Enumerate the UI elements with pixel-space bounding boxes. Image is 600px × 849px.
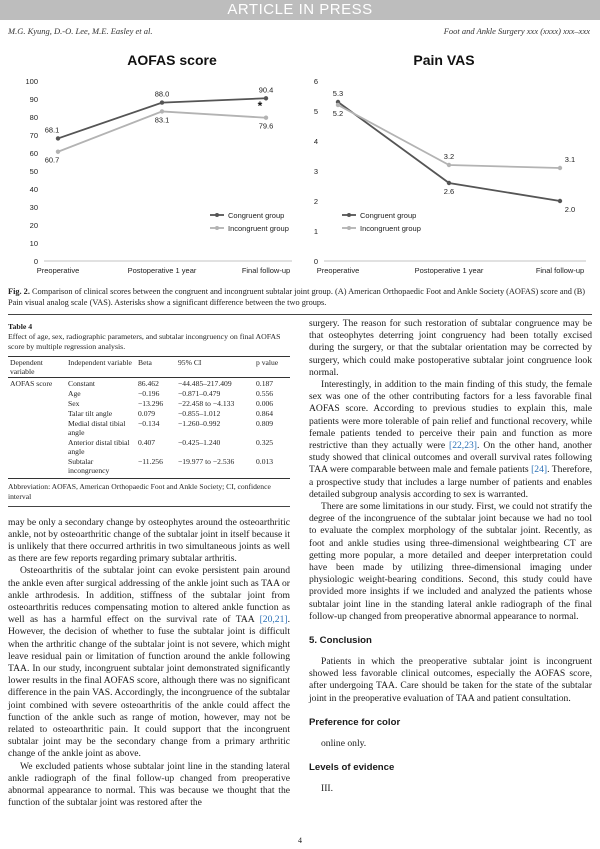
y-tick-label: 10 [29, 239, 38, 248]
paragraph: There are some limitations in our study. First, we could not stratify the degree of the incongruence of the subtalar joint because we had no tool to evaluate the complex morphology of the subtalar joint. Recently, as foot and ankle studies using three-dimensional weightbearing CT are getting more popular, a more detailed and deeper interpretation could have been made by utilizing three-dimensional imaging under physiologic weight-bearing conditions. Second, this study could have provided more insights if we included and analyzed the patients whose subtalar joint line in the standing lateral ankle radiograph of the final follow-up changed from preoperative abnormal appearance to normal. [309, 501, 592, 622]
table-cell [8, 456, 66, 478]
color-preference-text [309, 738, 592, 750]
regression-table [8, 356, 290, 479]
table-cell: −19.977 to −2.536 [176, 456, 254, 478]
table-cell: 0.079 [138, 408, 156, 418]
legend-marker [215, 226, 219, 230]
data-point [56, 150, 60, 154]
table-header-cell: Dependent variable [8, 357, 66, 378]
data-point [558, 166, 562, 170]
table-cell: 0.864 [256, 408, 274, 418]
table-cell: −0.134 [138, 418, 160, 428]
table-cell: 0.013 [254, 456, 290, 478]
significance-asterisk: * [257, 99, 263, 113]
data-label: 5.2 [332, 109, 344, 118]
paragraph-text: Interestingly, in addition to the main finding of this study, the female sex was one of the other contributing factors for a less favorable final AOFAS score. According to previous studies to explain this, male patients were more tolerable of pain relief and functional recovery, while female patients tended to perceive their pain and function as more restrictive than they actually were [309, 379, 592, 452]
y-tick-label: 20 [29, 221, 38, 230]
y-tick-label: 6 [313, 77, 318, 86]
table-row [8, 378, 290, 389]
x-tick-label: Preoperative [36, 266, 80, 275]
data-point [56, 136, 60, 140]
y-tick-label: 60 [29, 149, 38, 158]
pain-vas-chart [300, 45, 600, 280]
y-tick-label: 4 [313, 137, 318, 146]
table-cell [8, 408, 66, 418]
table-row [8, 398, 290, 408]
right-body-text [309, 318, 592, 623]
evidence-level-heading: Levels of evidence [309, 762, 395, 774]
paragraph-text: . However, the decision of whether to fuse the subtalar joint is difficult when the arthritic change of the subtalar joint is not severe, which might leave residual pain or limitation of function around the ankle following TAA. In our study, incongruent subtalar joint demonstrated significantly lower results in the final AOFAS score, although there was no significant difference in the pain VAS. Accordingly, the incongruence of the subtalar joint combined with severe osteoarthritis of the ankle could affect the function of the ankle such as range of motion, however, may not be related to osteoarthritic pain. It could support that the incongruent subtalar joint may be the secondary change from a primary arthritic change of the ankle joint as above. [8, 614, 290, 760]
paragraph: may be only a secondary change by osteophytes around the osteoarthritic ankle, not by osteoarthritic change of the subtalar joint in itself because it is unlikely that there occurred arthritis in two simultaneous joints as well as there are few reports regarding primary subtalar arthritis. [8, 516, 290, 565]
data-label: 5.3 [332, 89, 344, 98]
y-tick-label: 1 [313, 227, 318, 236]
right-column [309, 318, 592, 795]
data-label: 3.2 [443, 152, 455, 161]
table-cell: Sex [68, 398, 80, 408]
aofas-score-chart [0, 45, 300, 280]
table-cell [8, 418, 66, 437]
table-cell: Age [68, 388, 81, 398]
table-cell: 0.407 [138, 437, 156, 447]
data-label: 68.1 [44, 125, 60, 135]
data-label: 2.6 [443, 187, 455, 196]
y-tick-label: 30 [29, 203, 38, 212]
citation-link[interactable]: [24] [531, 464, 548, 476]
table-header-cell: Independent variable [66, 357, 136, 378]
table-cell: −1.260–0.992 [178, 418, 221, 428]
table-title [8, 322, 290, 352]
conclusion-text [309, 656, 592, 705]
paragraph-text: Osteoarthritis of the subtalar joint can evoke persistent pain around the ankle even after surgical addressing of the ankle joint such as TAA or ankle arthrodesis. In addition, stiffness of the subtalar joint from osteoarthritis reduces compensating motion to altered ankle function as well as has a harmful effect on the survival rate of TAA [8, 565, 290, 626]
running-header-journal: Foot and Ankle Surgery xxx (xxxx) xxx–xxx [443, 26, 590, 36]
table-cell: −0.196 [138, 388, 160, 398]
paragraph-text: . Therefore, a prospective study that includes a large number of patients and enables detailed subgroup analysis according to sex is warranted. [309, 464, 592, 500]
legend-label: Congruent group [228, 211, 285, 220]
x-tick-label: Postoperative 1 year [414, 266, 484, 275]
article-in-press-banner: ARTICLE IN PRESS [0, 0, 600, 20]
table-cell: 86.462 [138, 378, 159, 388]
conclusion-heading: 5. Conclusion [309, 635, 372, 647]
section-divider [8, 314, 592, 315]
data-point [558, 199, 562, 203]
table-cell: 0.006 [256, 398, 274, 408]
y-tick-label: 2 [313, 197, 318, 206]
citation-link[interactable]: [22,23] [449, 440, 477, 452]
table-cell: −13.296 [138, 398, 164, 408]
table-row [8, 456, 290, 478]
paragraph-text: . On the other hand, another study showed that clinical outcomes and overall survival rates following TAA were comparable between male and female patients [309, 440, 592, 476]
table-row [8, 388, 290, 398]
table-row [8, 437, 290, 456]
data-point [447, 163, 451, 167]
chart-title: Pain VAS [413, 52, 475, 68]
data-point [447, 181, 451, 185]
y-tick-label: 70 [29, 131, 38, 140]
table-cell: −44.485–217.409 [178, 378, 232, 388]
paragraph: surgery. The reason for such restoration of subtalar congruence may be that osteophytes deterring joint congruency had been totally excised during the surgery, or that the subtalar orientation may be corrected by surgery, which could make postoperative subtalar joint congruence look normal. [309, 318, 592, 378]
table-cell: AOFAS score [10, 378, 53, 388]
x-tick-label: Final follow-up [535, 266, 585, 275]
table-cell: Constant [68, 378, 96, 388]
table-cell: 0.187 [256, 378, 274, 388]
data-label: 3.1 [564, 155, 576, 164]
paragraph: Patients in which the preoperative subtalar joint is incongruent showed less favorable clinical outcomes, especially the AOFAS score, after undergoing TAA. Care should be taken for the state of the subtalar joint in the preoperative evaluation of TAA and patient consultation. [309, 656, 592, 704]
table-cell: 0.325 [256, 437, 274, 447]
table-footnote: Abbreviation: AOFAS, American Orthopaedic Foot and Ankle Society; CI, confidence interval [8, 481, 271, 501]
legend-label: Congruent group [360, 211, 417, 220]
table-cell: −11.256 [136, 456, 176, 478]
table-end-rule [8, 506, 290, 507]
legend-label: Incongruent group [228, 224, 289, 233]
running-header-authors: M.G. Kyung, D.-O. Lee, M.E. Easley et al. [8, 26, 153, 36]
y-tick-label: 0 [313, 257, 318, 266]
x-tick-label: Final follow-up [241, 266, 291, 275]
x-tick-label: Postoperative 1 year [127, 266, 197, 275]
data-label: 88.0 [154, 89, 170, 99]
page-number: 4 [298, 836, 302, 845]
paragraph: online only. [321, 737, 367, 749]
paragraph: III. [321, 783, 333, 795]
y-tick-label: 50 [29, 167, 38, 176]
data-label: 2.0 [564, 205, 576, 214]
legend-marker [347, 226, 351, 230]
legend-marker [347, 213, 351, 217]
table-row [8, 408, 290, 418]
paragraph [309, 379, 592, 501]
data-label: 79.6 [258, 121, 274, 131]
paragraph [8, 565, 290, 760]
data-point [160, 100, 164, 104]
figure-caption [8, 286, 592, 308]
data-point [160, 109, 164, 113]
table-header-cell: Beta [136, 357, 176, 378]
table-cell: Medial distal tibial angle [68, 418, 126, 437]
data-point [336, 103, 340, 107]
table-header-row [8, 357, 290, 378]
y-tick-label: 0 [33, 257, 38, 266]
table-cell: 0.556 [256, 388, 274, 398]
data-point [264, 96, 268, 100]
table-caption: Effect of age, sex, radiographic parameters, and subtalar incongruency on final AOFAS score by multiple regression analysis. [8, 332, 281, 351]
y-tick-label: 80 [29, 113, 38, 122]
figure-label: Fig. 2. [8, 287, 30, 296]
chart-title: AOFAS score [127, 52, 217, 68]
y-tick-label: 5 [313, 107, 318, 116]
y-tick-label: 100 [25, 77, 38, 86]
table-cell: −0.871–0.479 [178, 388, 221, 398]
figure-2 [0, 45, 600, 280]
table-row [8, 418, 290, 437]
data-label: 90.4 [258, 85, 274, 95]
table-cell [8, 398, 66, 408]
table-cell [8, 388, 66, 398]
left-column [8, 322, 290, 809]
table-cell: −0.855–1.012 [178, 408, 221, 418]
color-preference-heading: Preference for color [309, 716, 401, 728]
table-header-cell: 95% CI [176, 357, 254, 378]
y-tick-label: 40 [29, 185, 38, 194]
data-label: 83.1 [154, 115, 170, 125]
table-cell: Anterior distal tibial angle [68, 437, 130, 456]
legend-marker [215, 213, 219, 217]
y-tick-label: 3 [313, 167, 318, 176]
table-label: Table 4 [8, 322, 33, 331]
table-cell: −22.458 to −4.133 [178, 398, 235, 408]
evidence-level-text [309, 783, 592, 795]
table-cell: −0.425–1.240 [178, 437, 221, 447]
y-tick-label: 90 [29, 95, 38, 104]
data-point [264, 116, 268, 120]
table-cell: Subtalar incongruency [66, 456, 136, 478]
figure-caption-text: Comparison of clinical scores between the congruent and incongruent subtalar joint group. (A) American Orthopaedic Foot and Ankle Society (AOFAS) score and (B) Pain visual analog scale (VAS). Asterisks show a significant difference between the two groups. [8, 287, 586, 307]
citation-link[interactable]: [20,21] [259, 614, 288, 626]
paragraph: We excluded patients whose subtalar joint line in the standing lateral ankle radiograph of the final follow-up changed from preoperative abnormal appearance to normal. This was because we thought that the function of the subtalar joint was restored after the [8, 760, 290, 809]
table-cell [8, 437, 66, 456]
x-tick-label: Preoperative [316, 266, 360, 275]
table-cell: Talar tilt angle [68, 408, 113, 418]
table-header-cell: p value [254, 357, 290, 378]
left-body-text [8, 517, 290, 810]
legend-label: Incongruent group [360, 224, 421, 233]
data-label: 60.7 [44, 155, 60, 165]
table-cell: 0.809 [256, 418, 274, 428]
